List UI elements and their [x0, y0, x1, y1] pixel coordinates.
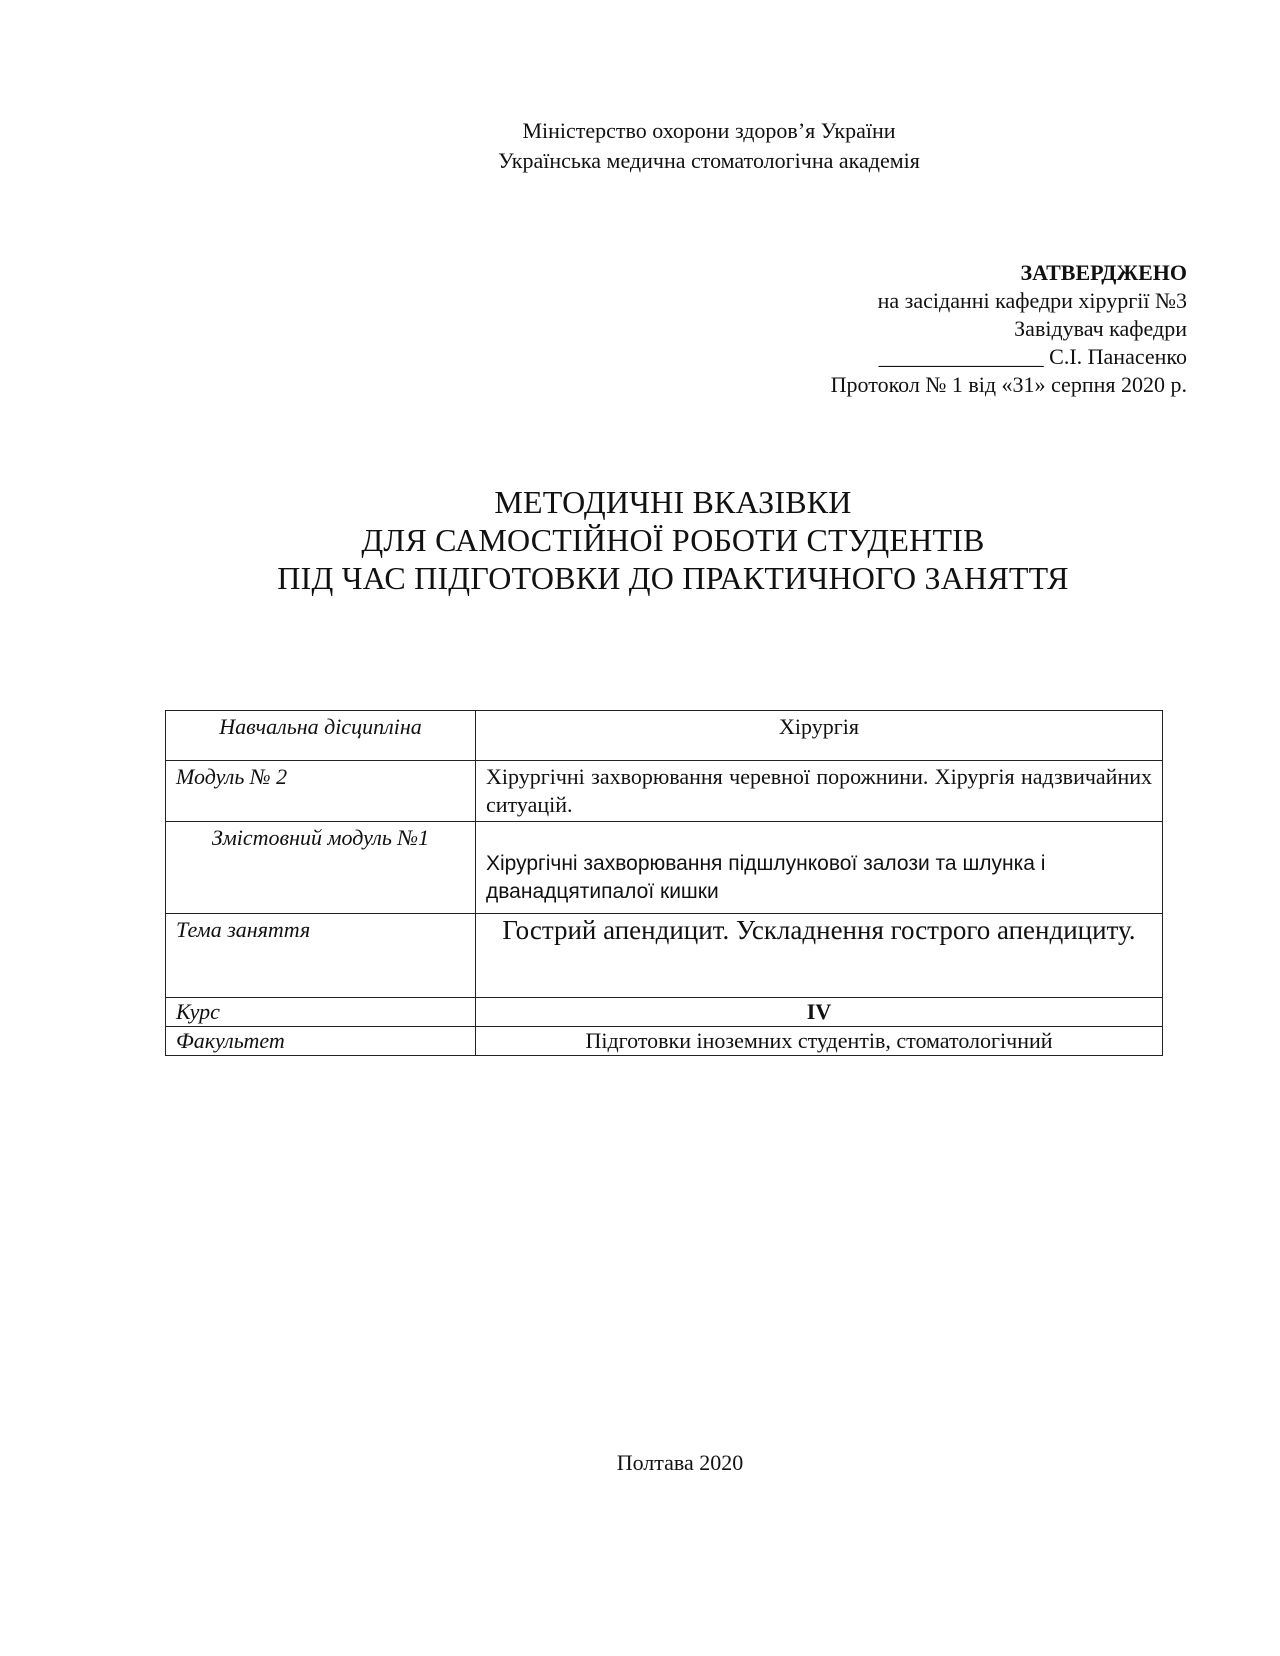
approval-title: ЗАТВЕРДЖЕНО: [1020, 260, 1187, 285]
table-row-topic: [166, 914, 1163, 998]
approval-protocol: Протокол № 1 від «31» серпня 2020 р.: [830, 372, 1187, 397]
document-footer: Полтава 2020: [616, 1450, 744, 1475]
approval-signature: _______________ С.І. Панасенко: [878, 344, 1187, 369]
approval-block: [831, 259, 1187, 399]
content-module-value: Хірургічні захворювання підшлункової залози та шлунка і дванадцятипалої кишки: [476, 822, 1163, 914]
table-row-faculty: [166, 1027, 1163, 1056]
content-module-label: Змістовний модуль №1: [166, 822, 476, 914]
approval-meeting: на засіданні кафедри хірургії №3: [877, 288, 1187, 313]
table-row-course: [166, 998, 1163, 1027]
discipline-label: Навчальна дісципліна: [166, 711, 476, 761]
module-value: Хірургічні захворювання черевної порожнини. Хірургія надзвичайних ситуацій.: [476, 761, 1163, 822]
discipline-value: Хірургія: [476, 711, 1163, 761]
ministry-name: Міністерство охорони здоров’я України: [522, 118, 896, 143]
title-line-3: ПІД ЧАС ПІДГОТОВКИ ДО ПРАКТИЧНОГО ЗАНЯТТЯ: [277, 560, 1069, 596]
topic-value: Гострий апендицит. Ускладнення гострого апендициту.: [476, 914, 1163, 998]
faculty-label: Факультет: [166, 1027, 476, 1056]
module-label: Модуль № 2: [166, 761, 476, 822]
table-row-content-module: [166, 822, 1163, 914]
topic-label: Тема заняття: [166, 914, 476, 998]
document-header: [0, 116, 1280, 176]
table-row-discipline: [166, 711, 1163, 761]
info-table: [165, 710, 1163, 1056]
approval-head-title: Завідувач кафедри: [1014, 316, 1187, 341]
document-title: [0, 483, 1280, 597]
academy-name: Українська медична стоматологічна академія: [498, 148, 920, 173]
title-line-2: ДЛЯ САМОСТІЙНОЇ РОБОТИ СТУДЕНТІВ: [361, 522, 985, 558]
faculty-value: Підготовки іноземних студентів, стоматологічний: [476, 1027, 1163, 1056]
table-row-module: [166, 761, 1163, 822]
course-label: Курс: [166, 998, 476, 1027]
course-value: IV: [476, 998, 1163, 1027]
title-line-1: МЕТОДИЧНІ ВКАЗІВКИ: [494, 484, 852, 520]
